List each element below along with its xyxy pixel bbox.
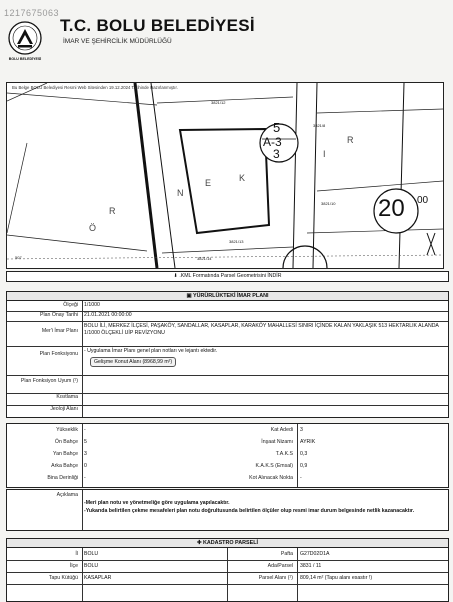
parcel-code: 3821/10 <box>321 201 336 206</box>
parcel-code: 3821/8 <box>313 123 326 128</box>
il-value: BOLU <box>84 551 99 557</box>
download-icon: ⬇ <box>173 273 178 279</box>
alan-value: 809,14 m² (Tapu alanı esastır !) <box>300 575 373 581</box>
plan-code-top: 5 <box>273 120 281 135</box>
param-label: T.A.K.S <box>275 451 293 457</box>
bolu-logo <box>7 20 43 61</box>
map-notice: Bu Belge BOLU Belediyesi Resmi Web Sitesinden 19.12.2024 Tarihinde Hazırlanmıştır. <box>12 85 178 90</box>
street-letter: Ö <box>89 223 97 233</box>
plan-uyum-label: Plan Fonksiyon Uyum (¹) <box>20 378 78 384</box>
parcel-code: 3821/12 <box>211 100 226 105</box>
tapu-value: KASAPLAR <box>84 575 112 581</box>
param-value: 0,9 <box>300 463 308 469</box>
road-width-suffix: 00 <box>417 195 429 206</box>
plan-onay-label: Plan Onay Tarihi <box>40 312 78 318</box>
page-subtitle: İMAR VE ŞEHİRCİLİK MÜDÜRLÜĞÜ <box>63 38 172 45</box>
param-value: 0,3 <box>300 451 308 457</box>
aciklama-line-1: -Meri plan notu ve yönetmeliğe göre uygulama yapılacaktır. <box>84 500 230 506</box>
param-label: Yükseklik <box>56 427 78 433</box>
jeoloji-label: Jeoloji Alanı <box>50 406 78 412</box>
il-label: İl <box>75 551 78 557</box>
plan-code-bottom: 3 <box>273 147 280 161</box>
param-label: Yan Bahçe <box>53 451 78 457</box>
kml-download-link[interactable] <box>6 271 449 282</box>
plan-fonksiyon-badge[interactable]: Gelişme Konut Alanı (8968,99 m²) <box>90 357 176 367</box>
plan-fonksiyon-note: - Uygulama İmar Planı genel plan notları ve lejantı ektedir. <box>84 348 218 354</box>
param-value: 5 <box>84 439 87 445</box>
parcel-code: 3821/14 <box>197 256 212 261</box>
plan-onay-value: 21.01.2021 00:00:00 <box>84 312 132 318</box>
parcel-map[interactable] <box>6 82 444 269</box>
page-title: T.C. BOLU BELEDİYESİ <box>60 16 255 35</box>
road-width: 20 <box>378 195 405 222</box>
pafta-label: Pafta <box>280 551 293 557</box>
param-label: Kat Adedi <box>270 427 293 433</box>
olcegi-label: Ölçeği <box>63 302 78 308</box>
parcel-code: 507 <box>15 255 22 260</box>
param-label: Ön Bahçe <box>54 439 78 445</box>
street-letter: K <box>239 173 246 183</box>
olcegi-value: 1/1000 <box>84 302 100 308</box>
kml-download-label: .KML Formatında Parsel Geometrisini İNDİR <box>179 273 282 279</box>
param-value: - <box>84 427 86 433</box>
plan-section-label: YÜRÜRLÜKTEKİ İMAR PLANI <box>193 293 269 299</box>
aciklama-label: Açıklama <box>56 492 78 498</box>
ilce-label: İlçe <box>69 563 78 569</box>
aciklama-line-2: -Yukarıda belirtilen çekme mesafeleri plan notu doğrultusunda belirtilen ölçüler olup resmi imar durum belgesinde netlik kazanacaktır. <box>84 508 415 514</box>
alan-label: Parsel Alanı (¹) <box>258 575 293 581</box>
param-value: - <box>84 475 86 481</box>
param-value: 3 <box>300 427 303 433</box>
param-value: 3 <box>84 451 87 457</box>
logo-text: BOLU BELEDİYESİ <box>8 57 42 61</box>
param-label: İnşaat Nizamı <box>261 439 293 445</box>
street-letter: I <box>323 149 326 159</box>
document-icon: ▣ <box>186 293 192 299</box>
param-label: Kot Alınacak Nokta <box>249 475 293 481</box>
ada-value: 3831 / 11 <box>300 563 322 569</box>
plus-icon: ✚ <box>196 540 202 546</box>
plan-code-mid: A-3 <box>263 135 282 149</box>
param-label: K.A.K.S (Emsal) <box>255 463 293 469</box>
param-value: - <box>300 475 302 481</box>
street-letter: R <box>109 206 116 216</box>
street-letter: N <box>177 188 184 198</box>
parcel-code: 3821/13 <box>229 239 244 244</box>
param-label: Arka Bahçe <box>51 463 78 469</box>
street-letter: R <box>347 135 354 145</box>
kadastro-section-label: KADASTRO PARSELİ <box>203 540 259 546</box>
plan-adi-label: Mer'i İmar Planı <box>41 328 78 334</box>
pafta-value: G27D02D1A <box>300 551 330 557</box>
ilce-value: BOLU <box>84 563 99 569</box>
param-value: AYRIK <box>300 439 316 445</box>
kisitlama-label: Kısıtlama <box>56 394 78 400</box>
tapu-label: Tapu Kütüğü <box>48 575 78 581</box>
plan-adi-value: BOLU İLİ, MERKEZ İLÇESİ, PAŞAKÖY, SANDALLAR, KASAPLAR, KARAKÖY MAHALLESİ SINIRI İÇİNDE KALAN YAKLAŞIK 513 HEKTARLIK ALANDA 1/1000 ÖLÇEKLİ UİP REVİZYONU <box>84 323 439 336</box>
param-label: Bina Derinliği <box>47 475 78 481</box>
plan-fonksiyon-label: Plan Fonksiyonu <box>39 351 78 357</box>
street-letter: E <box>205 178 212 188</box>
param-value: 0 <box>84 463 87 469</box>
watermark: 1217675063 <box>4 8 60 18</box>
ada-label: Ada/Parsel <box>267 563 293 569</box>
